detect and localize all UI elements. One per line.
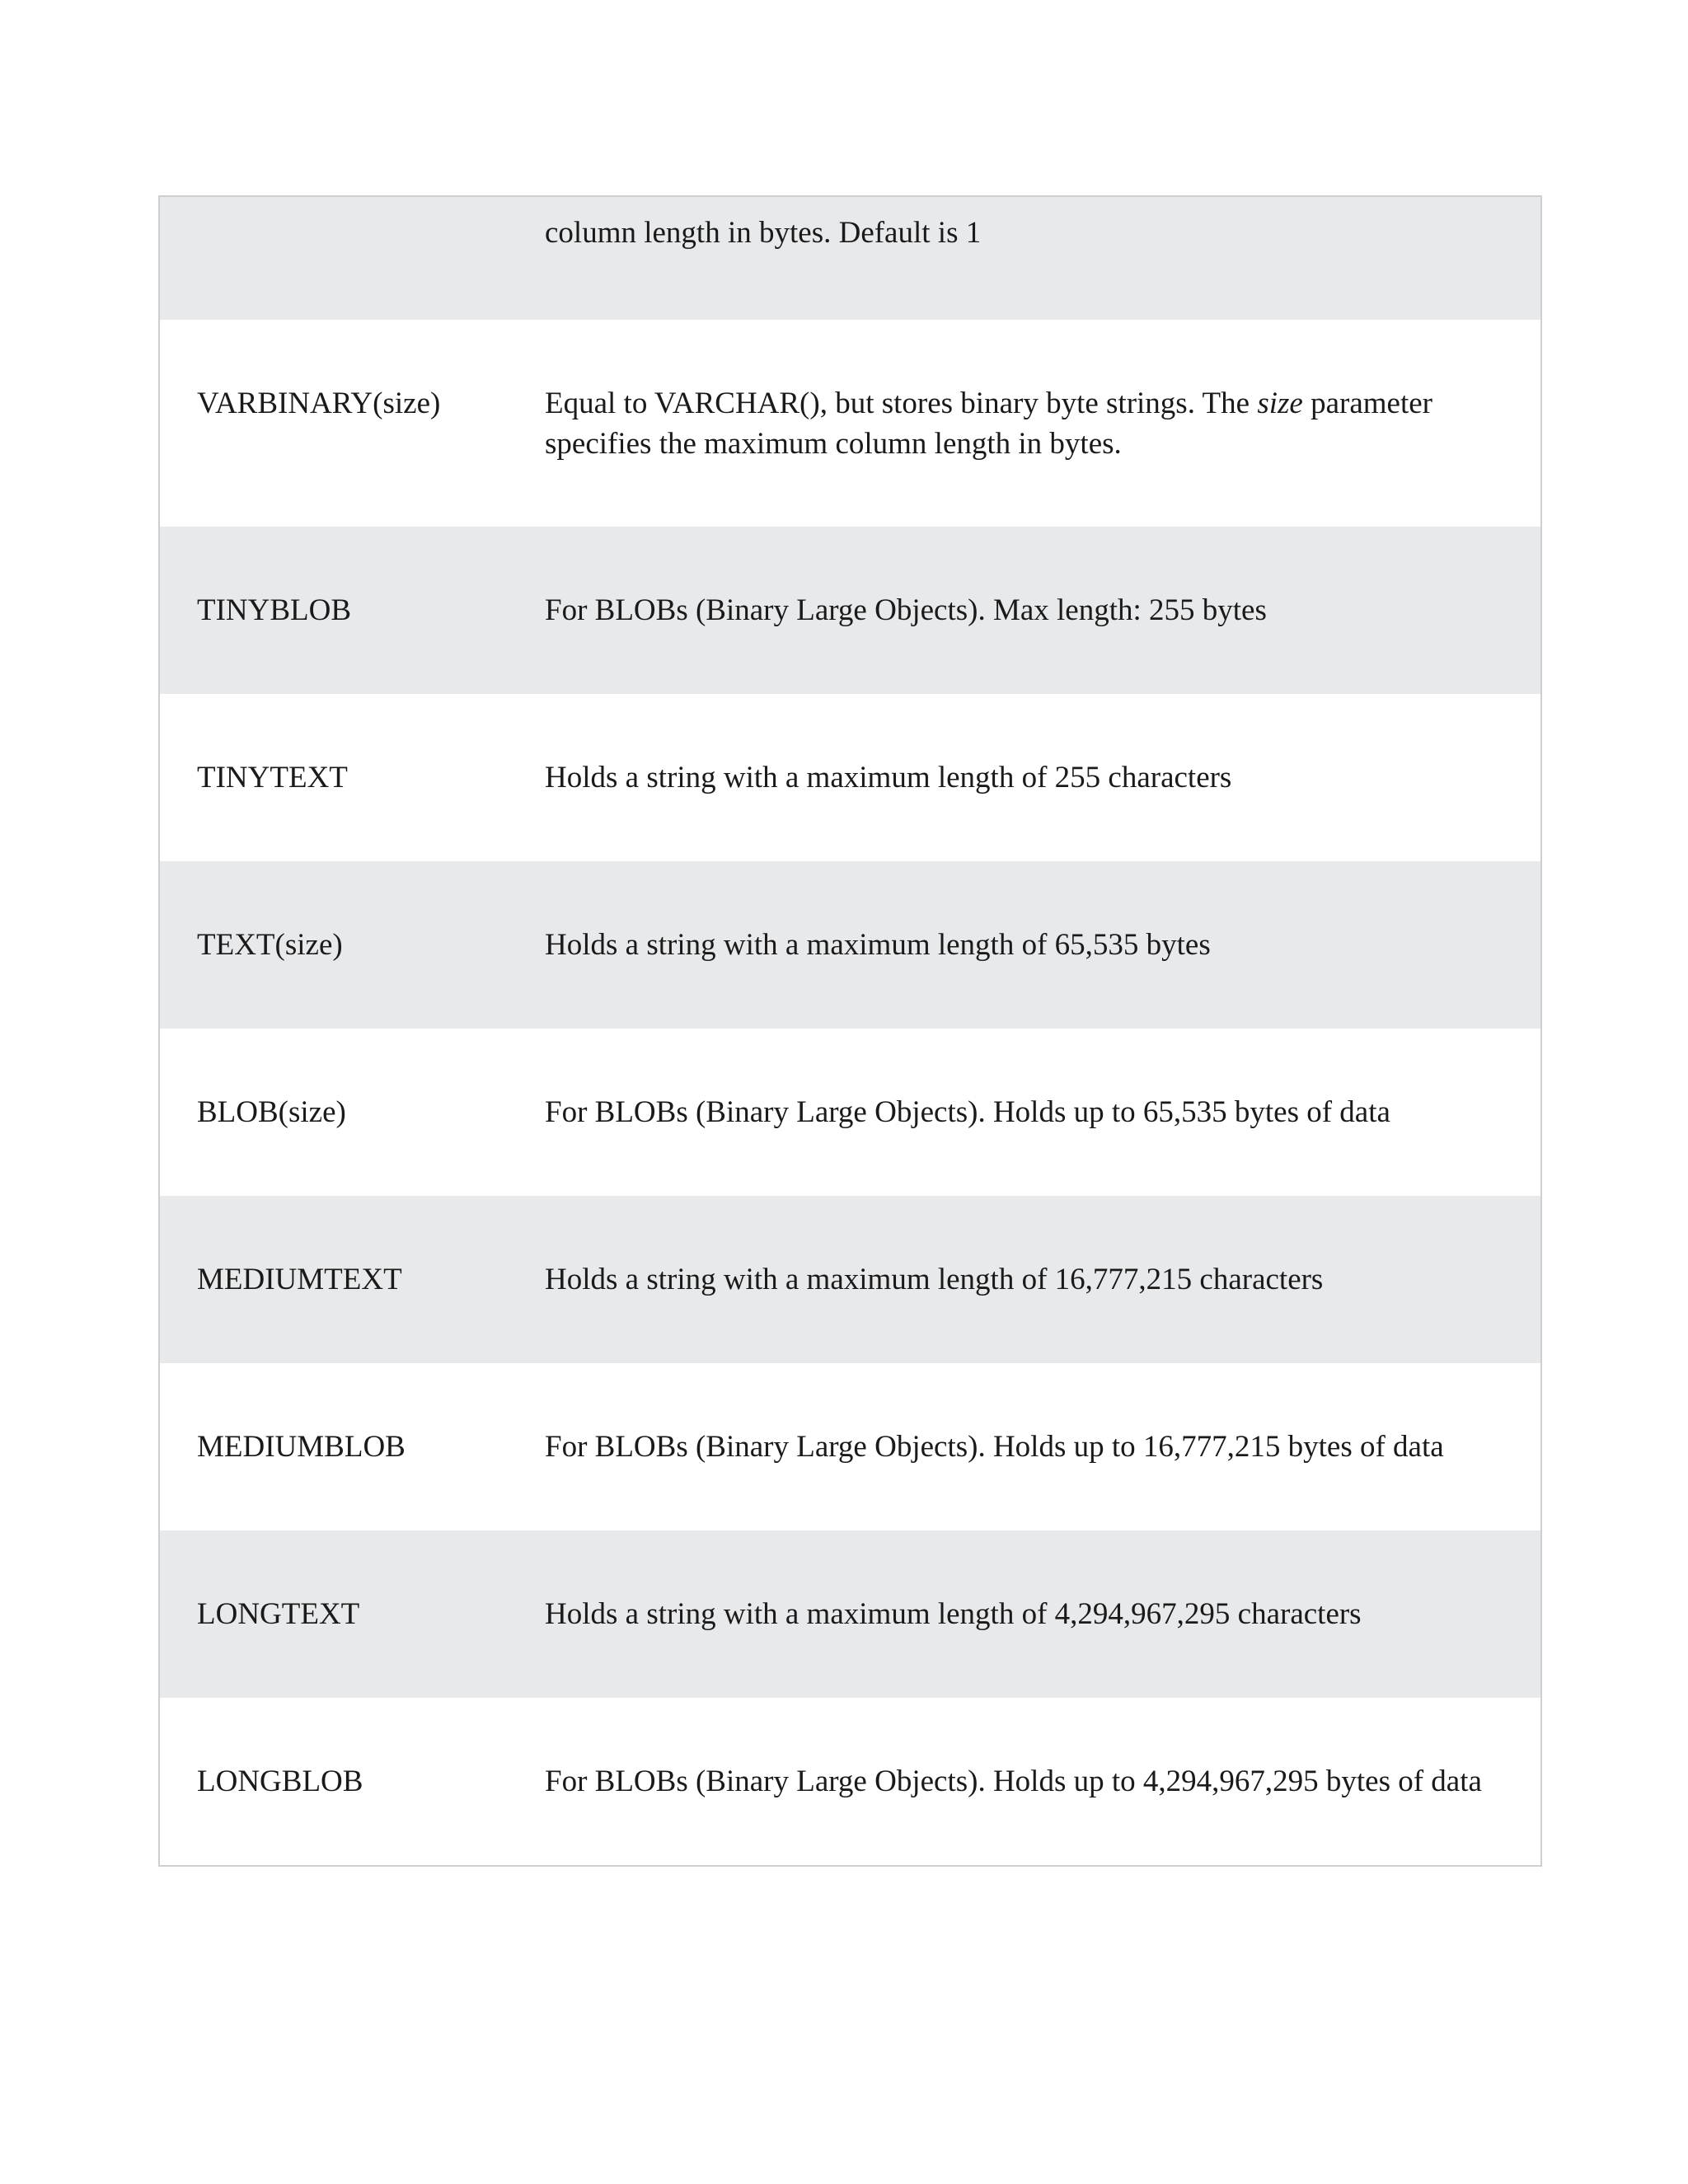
table-row (160, 1029, 1540, 1196)
type-cell: TINYTEXT (197, 761, 348, 794)
table-row (160, 694, 1540, 861)
description-cell: For BLOBs (Binary Large Objects). Holds up to 65,535 bytes of data (545, 1095, 1390, 1129)
description-cell: For BLOBs (Binary Large Objects). Max length: 255 bytes (545, 593, 1267, 627)
type-cell: BLOB(size) (197, 1095, 346, 1129)
type-cell: LONGTEXT (197, 1597, 360, 1631)
table-row (160, 1698, 1540, 1865)
table-row (160, 861, 1540, 1029)
description-cell: column length in bytes. Default is 1 (545, 216, 982, 250)
description-cell: Holds a string with a maximum length of 255 characters (545, 761, 1232, 794)
description-emphasis: size (1257, 387, 1303, 420)
table-row (160, 527, 1540, 694)
type-cell: TEXT(size) (197, 928, 343, 962)
description-cell: For BLOBs (Binary Large Objects). Holds up to 4,294,967,295 bytes of data (545, 1765, 1482, 1798)
description-cell (545, 383, 1517, 464)
description-text: parameter specifies the maximum column length in bytes. (545, 387, 1432, 461)
description-text: Equal to VARCHAR(), but stores binary byte strings. The (545, 387, 1258, 420)
table-row (160, 1530, 1540, 1698)
type-cell: MEDIUMTEXT (197, 1263, 402, 1296)
type-cell: LONGBLOB (197, 1765, 363, 1798)
type-cell: VARBINARY(size) (197, 387, 441, 420)
type-cell: TINYBLOB (197, 593, 352, 627)
description-cell: Holds a string with a maximum length of 4,294,967,295 characters (545, 1597, 1362, 1631)
table-row (160, 320, 1540, 527)
type-cell: MEDIUMBLOB (197, 1430, 406, 1464)
description-cell: Holds a string with a maximum length of 65,535 bytes (545, 928, 1211, 962)
description-cell: Holds a string with a maximum length of 16,777,215 characters (545, 1263, 1324, 1296)
table-row (160, 1363, 1540, 1530)
description-cell: For BLOBs (Binary Large Objects). Holds up to 16,777,215 bytes of data (545, 1430, 1444, 1464)
data-types-table (158, 195, 1542, 1867)
table-row (160, 197, 1540, 320)
table-row (160, 1196, 1540, 1363)
